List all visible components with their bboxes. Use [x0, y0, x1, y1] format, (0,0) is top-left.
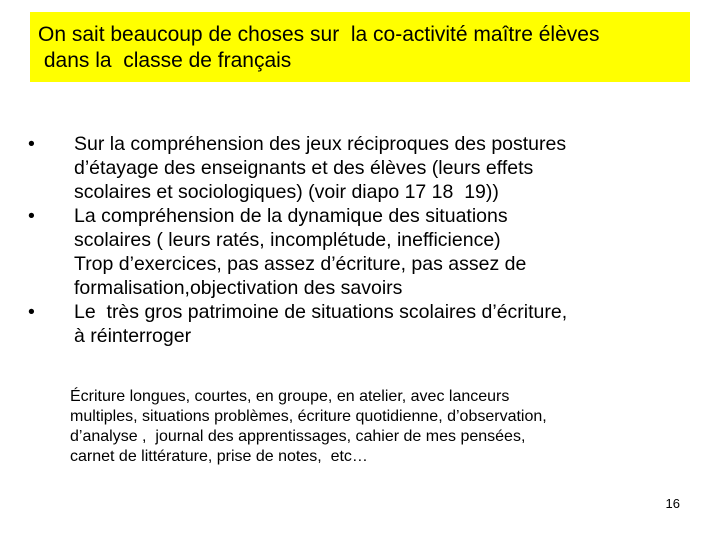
bullet-item-1 — [28, 132, 708, 204]
bullet-1-line-2: d’étayage des enseignants et des élèves (leurs effets — [74, 157, 534, 179]
bullet-2-sub-line-2: formalisation,objectivation des savoirs — [74, 277, 403, 299]
examples-line-1: Écriture longues, courtes, en groupe, en atelier, avec lanceurs — [70, 388, 510, 405]
bullet-2-line-2: scolaires ( leurs ratés, incomplétude, inefficience) — [74, 229, 501, 251]
page-number: 16 — [665, 496, 680, 511]
bullet-item-3 — [28, 300, 708, 348]
bullet-marker: • — [28, 301, 35, 323]
bullet-list — [28, 132, 708, 348]
bullet-1-line-1: Sur la compréhension des jeux réciproques des postures — [74, 133, 567, 155]
examples-line-2: multiples, situations problèmes, écriture quotidienne, d’observation, — [70, 408, 547, 425]
examples-paragraph — [70, 387, 700, 467]
bullet-3-line-2: à réinterroger — [74, 325, 192, 347]
bullet-2-subtext — [28, 252, 708, 300]
examples-line-4: carnet de littérature, prise de notes, etc… — [70, 448, 368, 465]
slide-title-line-2: dans la classe de français — [38, 49, 292, 72]
bullet-marker: • — [28, 133, 35, 155]
examples-line-3: d’analyse , journal des apprentissages, cahier de mes pensées, — [70, 428, 526, 445]
bullet-2-line-1: La compréhension de la dynamique des situations — [74, 205, 508, 227]
bullet-2-sub-line-1: Trop d’exercices, pas assez d’écriture, pas assez de — [74, 253, 527, 275]
slide-title-box — [30, 12, 690, 82]
slide-title-line-1: On sait beaucoup de choses sur la co-activité maître élèves — [38, 23, 600, 46]
bullet-item-2 — [28, 204, 708, 252]
bullet-marker: • — [28, 205, 35, 227]
bullet-3-line-1: Le très gros patrimoine de situations scolaires d’écriture, — [74, 301, 568, 323]
bullet-1-line-3: scolaires et sociologiques) (voir diapo 17 18 19)) — [74, 181, 499, 203]
